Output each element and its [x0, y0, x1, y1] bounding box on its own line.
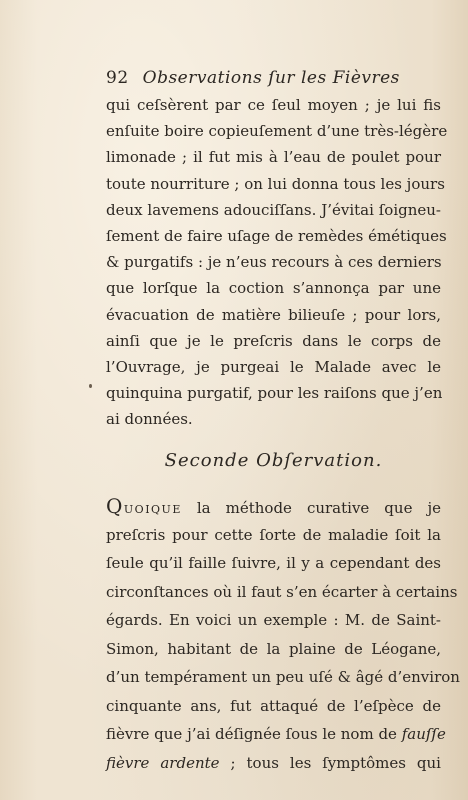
text-line-last — [106, 749, 441, 778]
text-line: égards. En voici un exemple : M. de Saint- — [106, 611, 441, 630]
text-line: ſement de faire uſage de remèdes émétiques — [106, 226, 447, 245]
text-line: circonſtances où il faut s’en écarter à certains — [106, 582, 458, 601]
text-line: & purgatifs : je n’eus recours à ces derniers — [106, 253, 442, 272]
text-line: Simon, habitant de la plaine de Léogane, — [106, 639, 441, 658]
page-number: 92 — [106, 68, 129, 88]
text-line: ainſi que je le preſcris dans le corps de — [106, 331, 441, 350]
page-header — [106, 64, 441, 92]
text-line: deux lavemens adouciſſans. J’évitai ſoigneu- — [106, 200, 441, 219]
dropcap-word: uoique — [123, 498, 182, 518]
running-title: Observations ſur les Fièvres — [142, 68, 400, 88]
text-line: ſeule qu’il faille ſuivre, il y a cependant des — [106, 554, 441, 573]
italic-term: fièvre ardente — [106, 753, 220, 772]
dropcap-initial: Q — [106, 494, 124, 519]
section-heading: Seconde Obſervation. — [164, 450, 383, 472]
line-text: fièvre que j’ai déſignée ſous le nom de — [106, 725, 397, 744]
ink-spot — [89, 384, 92, 388]
first-line-rest: la méthode curative que je — [181, 499, 441, 518]
text-line: l’Ouvrage, je purgeai le Malade avec le — [106, 357, 441, 376]
page-text-block — [106, 64, 460, 777]
text-line-first — [106, 492, 441, 521]
paragraph-1 — [106, 92, 448, 432]
text-line: preſcris pour cette ſorte de maladie ſoit la — [106, 525, 441, 544]
text-line: ai données. — [106, 410, 193, 429]
text-line: qui ceſsèrent par ce ſeul moyen ; je lui fis — [106, 96, 441, 114]
text-line: que lorſque la coction s’annonça par une — [106, 279, 441, 298]
text-line: limonade ; il fut mis à l’eau de poulet pour — [106, 148, 441, 167]
text-line: enſuite boire copieuſement d’une très-légère — [106, 122, 448, 141]
text-line: d’un tempérament un peu uſé & âgé d’environ — [106, 668, 460, 687]
text-line: quinquina purgatif, pour les raiſons que j’en — [106, 384, 443, 403]
text-line: évacuation de matière bilieuſe ; pour lors, — [106, 305, 441, 324]
text-line: cinquante ans, fut attaqué de l’eſpèce de — [106, 696, 441, 715]
paragraph-2 — [106, 492, 460, 777]
italic-term: fauſſe — [401, 725, 446, 744]
line-text: ; tous les ſymptômes qui — [230, 753, 441, 772]
text-line-with-italic — [106, 720, 446, 749]
text-line: toute nourriture ; on lui donna tous les jours — [106, 174, 445, 193]
